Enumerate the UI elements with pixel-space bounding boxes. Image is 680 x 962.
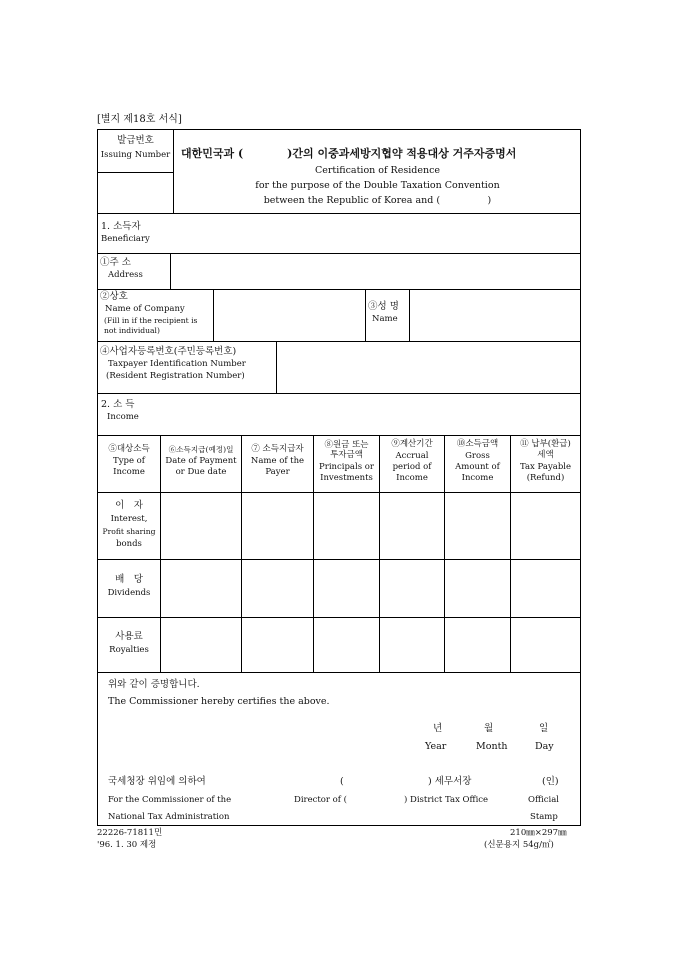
date-year-ko: 년 [433,723,443,734]
taxpayer-id-field[interactable] [278,342,580,392]
row-interest-en: Interest, [110,514,148,524]
company-label-en: Name of Company [105,304,185,314]
date-day-ko: 일 [539,723,549,734]
date-day-en: Day [535,741,554,752]
certify-ko: 위와 같이 증명합니다. [108,679,200,690]
divider [97,617,581,618]
col-tax-en: Tax Payable [519,462,572,472]
taxpayer-label-en: Taxpayer Identification Number [108,359,246,369]
col-gross-en: Gross [465,451,490,461]
signature-stamp-en: Stamp [530,812,558,822]
company-label-ko: ②상호 [100,291,128,302]
section-beneficiary-en: Beneficiary [101,234,150,244]
company-label-note: (Fill in if the recipient is [104,316,198,325]
date-month-en: Month [476,741,508,752]
date-month-ko: 월 [484,723,494,734]
signature-official-en: Official [528,795,559,805]
address-label-ko: ①주 소 [100,257,131,268]
row-dividends-en: Dividends [107,588,151,598]
name-label-en: Name [372,314,398,324]
signature-office-en: ) District Tax Office [404,795,489,805]
col-date-ko: ⑥소득지급(예정)일 [168,445,234,454]
col-period-ko: ⑨계산기간 [391,439,433,449]
issuing-number-ko: 발급번호 [117,135,154,146]
col-payer-en2: Payer [265,467,290,477]
footer-paper-size: 210㎜×297㎜ [510,828,567,838]
col-type-en: Type of [113,456,145,466]
divider [97,672,581,673]
issuing-number-en: Issuing Number [100,150,171,160]
row-royalties-ko: 사용료 [115,631,143,642]
signature-nta-en: National Tax Administration [108,812,230,822]
company-label-note2: not individual) [104,326,160,335]
form-title-en: Certification of Residence [314,165,441,176]
col-type-en2: Income [113,467,145,477]
row-interest-en2: Profit sharing [102,527,156,536]
section-beneficiary-ko: 1. 소득자 [101,221,141,232]
section-income-ko: 2. 소 득 [101,399,135,410]
divider [409,289,410,341]
signature-director-en: Director of ( [294,795,347,805]
col-principal-ko: ⑧원금 또는 [324,440,369,450]
signature-paren-ko: ( [340,776,344,787]
divider [276,341,277,393]
divider [97,213,581,214]
certify-en: The Commissioner hereby certifies the above. [108,696,330,707]
section-income-en: Income [107,412,139,422]
col-period-en: Accrual [395,451,429,461]
form-title-ko: 대한민국과 ( )간의 이중과세방지협약 적용대상 거주자증명서 [181,147,517,160]
signature-delegation-en: For the Commissioner of the [108,795,232,805]
signature-seal-ko: (인) [542,776,559,787]
company-field[interactable] [215,290,364,340]
col-tax-en2: (Refund) [526,473,565,483]
footer-enacted-date: '96. 1. 30 제정 [97,840,157,850]
divider [97,172,173,173]
col-period-en3: Income [396,473,428,483]
taxpayer-label-en2: (Resident Registration Number) [106,371,245,381]
col-type-ko: ⑤대상소득 [108,444,150,454]
date-year-en: Year [425,741,447,752]
col-gross-ko: ⑩소득금액 [456,439,499,449]
form-title-en-between: between the Republic of Korea and ( ) [263,195,492,206]
col-tax-ko2: 세액 [537,450,554,460]
divider [170,253,171,289]
divider [365,289,366,341]
col-tax-ko: ⑪ 납부(환급) [520,439,571,449]
col-payer-ko: ⑦ 소득지급자 [251,444,304,454]
divider [213,289,214,341]
divider [97,393,581,394]
col-date-en2: or Due date [175,467,227,477]
col-date-en: Date of Payment [165,456,237,466]
row-royalties-en: Royalties [109,645,149,655]
address-field[interactable] [172,254,580,288]
footer-paper-type: (신문용지 54g/㎡) [484,840,554,850]
col-principal-en2: Investments [320,473,373,483]
col-principal-en: Principals or [319,462,374,472]
signature-office-ko: ) 세무서장 [428,776,472,787]
col-principal-ko2: 투자금액 [330,450,363,460]
name-field[interactable] [411,290,580,340]
col-gross-en3: Income [461,473,494,483]
form-title-en-purpose: for the purpose of the Double Taxation Convention [255,180,500,191]
col-gross-en2: Amount of [455,462,500,472]
divider [97,492,581,493]
name-label-ko: ③성 명 [368,301,399,312]
divider [97,559,581,560]
taxpayer-label-ko: ④사업자등록번호(주민등록번호) [100,346,237,357]
footer-form-code: 22226-71811민 [97,828,163,838]
form-id-label: [별지 제18호 서식] [97,114,182,125]
row-interest-ko: 이 자 [115,500,143,511]
row-interest-en3: bonds [116,539,142,549]
row-dividends-ko: 배 당 [115,574,143,585]
col-payer-en: Name of the [250,456,305,466]
divider [97,435,581,436]
address-label-en: Address [108,270,143,280]
signature-delegation-ko: 국세청장 위임에 의하여 [108,776,206,787]
col-period-en2: period of [392,462,432,472]
